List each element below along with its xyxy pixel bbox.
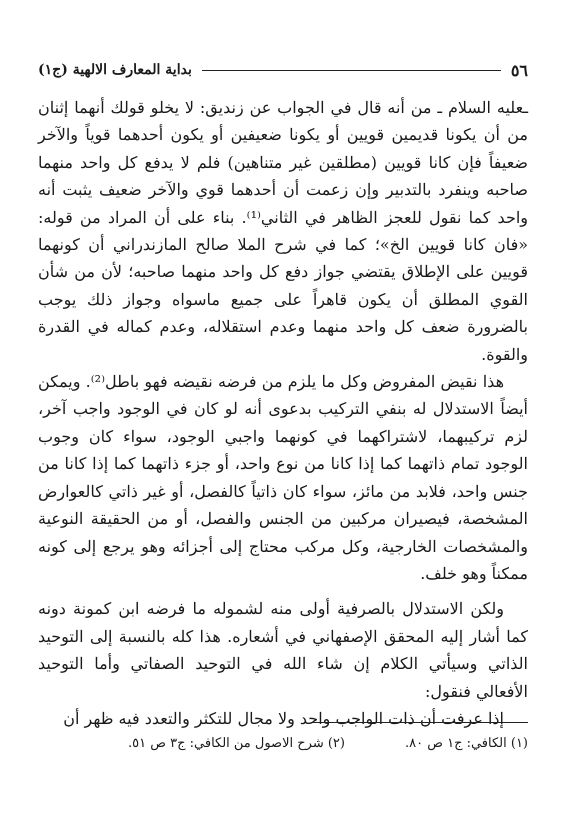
- paragraph-1: ـعليه السلام ـ من أنه قال في الجواب عن زنديق: لا يخلو قولك أنهما إثنان من أن يكونا قديمين قويين أو يكونا ضعيفين أو يكون أحدهما قوياً والآخر ضعيفاً فإن كانا قويين (مطلقين غير متناهين) فلم لا يدفع كل واحد منهما صاحبه وينفرد بالتدبير وإن زعمت أن أحدهما قوي والآخر ضعيف يثبت أنه واحد كما نقول للعجز الظاهر في الثاني⁽¹⁾. بناء على أن المراد من قوله: «فان كانا قويين الخ»؛ كما في شرح الملا صالح المازندراني أن كونهما قويين على الإطلاق يقتضي جواز دفع كل واحد منهما صاحبه؛ لأن من شأن القوي المطلق أن يكون قاهراً على جميع ماسواه وجواز ذلك يوجب بالضرورة ضعف كل واحد منهما وعدم استقلاله، وعدم كماله في القدرة والقوة.: [38, 98, 529, 364]
- header-rule: [202, 70, 501, 71]
- footnotes: [38, 736, 528, 751]
- footnote-2: (٢) شرح الاصول من الكافي: ج٣ ص ٥١.: [128, 736, 345, 751]
- page-number: ٥٦: [510, 60, 528, 80]
- paragraph-4: إذا عرفت أن ذات الواجب واحد ولا مجال للتكثر والتعدد فيه ظهر أن: [63, 708, 504, 728]
- paragraph-3: ولكن الاستدلال بالصرفية أولى منه لشموله ما فرضه ابن كمونة دونه كما أشار إليه المحقق الإصفهاني في أشعاره. هذا كله بالنسبة إلى التوحيد الذاتي وسيأتي الكلام إن شاء الله في التوحيد الصفاتي وأما التوحيد الأفعالي فنقول:: [38, 599, 529, 701]
- paragraph-2: هذا نقيض المفروض وكل ما يلزم من فرضه نقيضه فهو باطل⁽²⁾. ويمكن أيضاً الاستدلال له بنفي التركيب بدعوى أنه لو كان في الوجود واجب آخر، لزم تركيبهما، لاشتراكهما في كونهما واجبي الوجود، سواء كان وجوب الوجود تمام ذاتهما كما إذا كانا من نوع واحد، أو جزء ذاتهما كما إذا كانا من جنس واحد، فلابد من مائز، سواء كان ذاتياً كالفصل، أو غير ذاتي كالعوارض المشخصة، فيصيران مركبين من الجنس والفصل، أو من الحقيقة النوعية والمشخصات الخارجية، وكل مركب محتاج إلى أجزائه وهو يرجع إلى كونه ممكناً وهو خلف.: [38, 372, 528, 583]
- page-body: [38, 94, 528, 732]
- page-header: [38, 58, 528, 82]
- footnote-rule: [313, 722, 528, 723]
- footnote-1: (١) الكافي: ج١ ص ٨٠.: [404, 736, 528, 751]
- running-title: بداية المعارف الالهية (ج١): [38, 62, 192, 78]
